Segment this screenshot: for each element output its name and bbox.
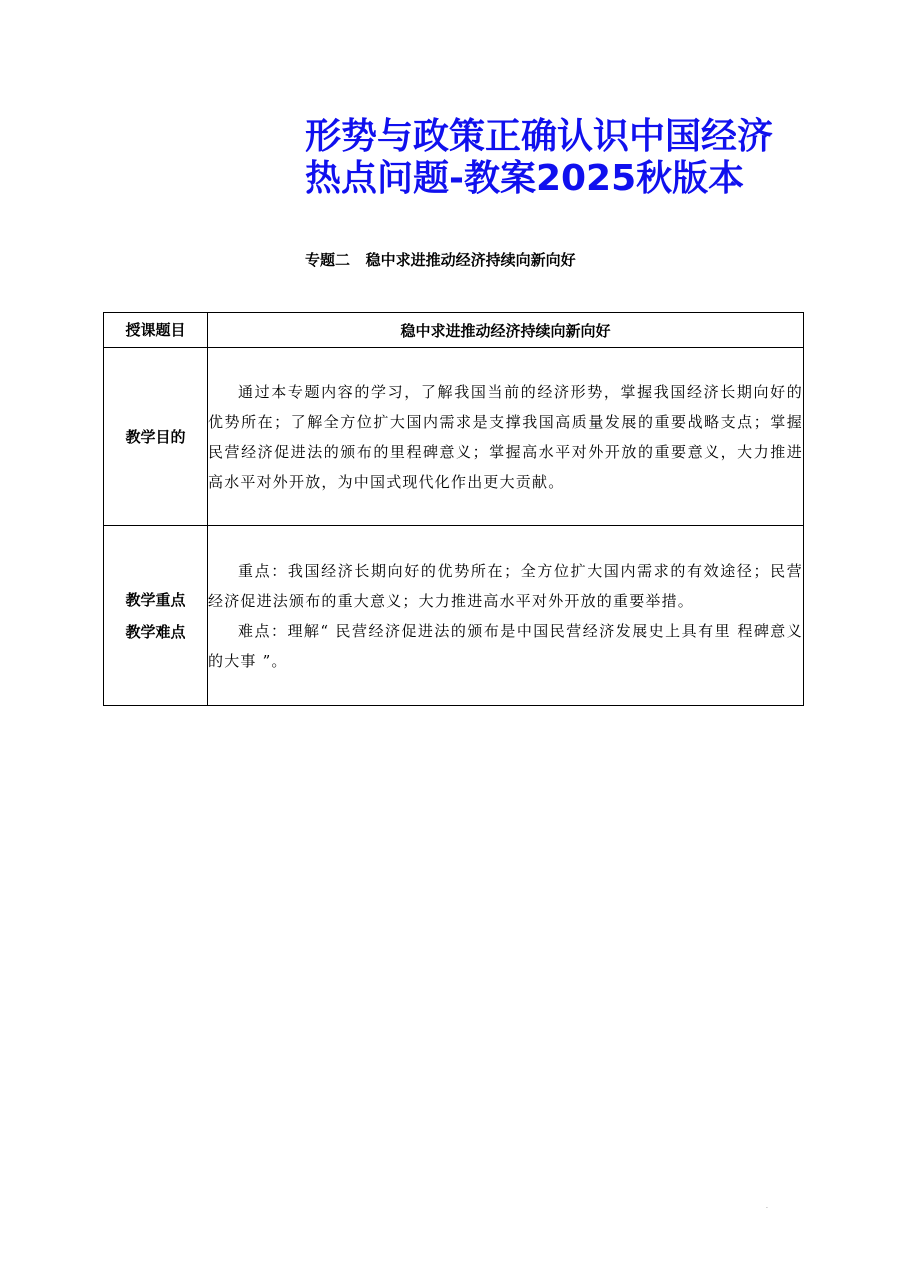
key-points-content: [208, 526, 804, 706]
table-row-key-points: [104, 526, 804, 706]
topic-label: 授课题目: [104, 313, 208, 348]
purpose-text: 通过本专题内容的学习，了解我国当前的经济形势，掌握我国经济长期向好的优势所在；了解全方位扩大国内需求是支撑我国高质量发展的重要战略支点；掌握民营经济促进法的颁布的里程碑意义；掌握高水平对外开放的重要意义，大力推进高水平对外开放，为中国式现代化作出更大贡献。: [208, 382, 803, 491]
key-points-label: [104, 526, 208, 706]
key-text: 重点：我国经济长期向好的优势所在；全方位扩大国内需求的有效途径；民营经济促进法颁布的重大意义；大力推进高水平对外开放的重要举措。: [208, 561, 803, 610]
table-row-purpose: [104, 348, 804, 526]
difficult-label: 教学难点: [125, 622, 186, 641]
lesson-plan-table: [103, 312, 804, 706]
document-title: 形势与政策正确认识中国经济热点问题-教案2025秋版本: [305, 116, 774, 199]
purpose-content: [208, 348, 804, 526]
purpose-label: 教学目的: [104, 348, 208, 526]
table-row-topic: [104, 313, 804, 348]
difficult-text: 难点：理解“ 民营经济促进法的颁布是中国民营经济发展史上具有里 程碑意义的大事 ”。: [208, 621, 803, 670]
page-mark: ·: [766, 1205, 768, 1212]
key-label: 教学重点: [125, 590, 186, 609]
document-subtitle: 专题二 稳中求进推动经济持续向新向好: [305, 251, 576, 269]
topic-value: 稳中求进推动经济持续向新向好: [208, 313, 804, 348]
